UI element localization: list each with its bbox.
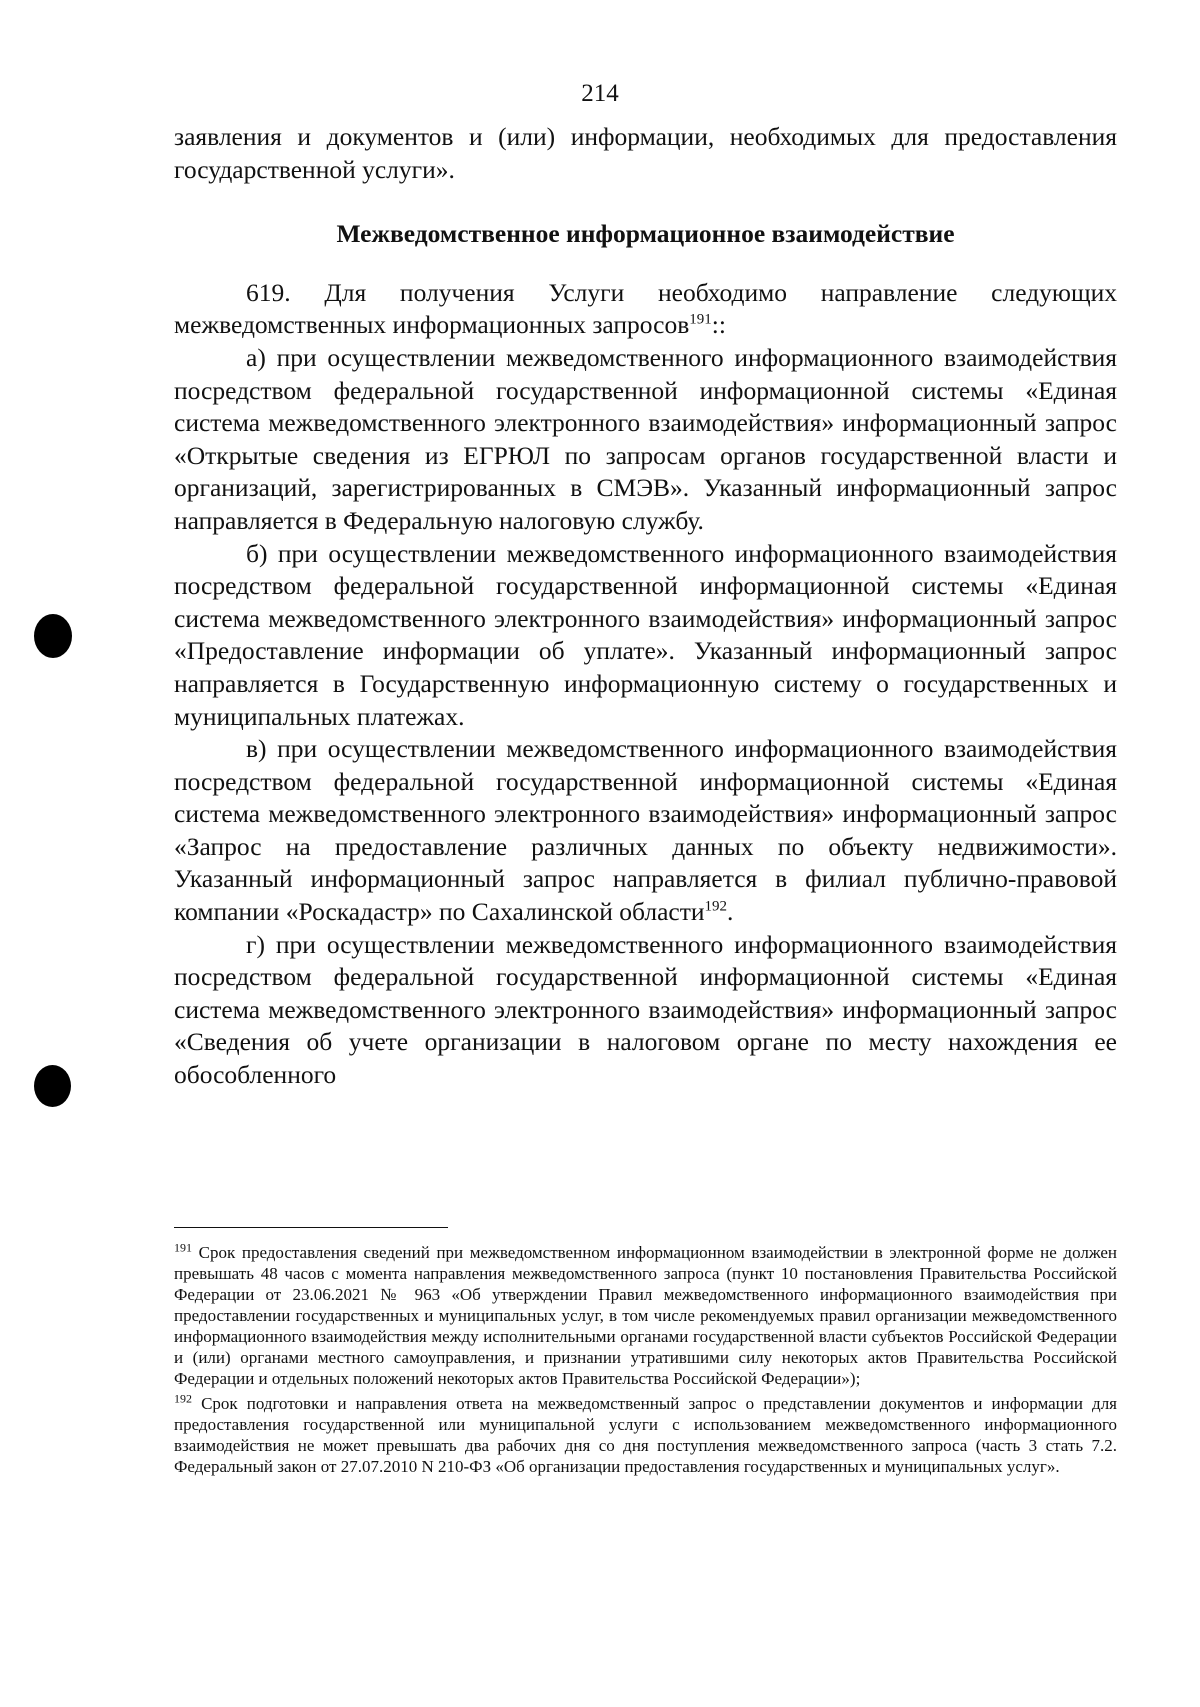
hole-punch-mark: [34, 614, 72, 658]
paragraph-619-tail: ::: [711, 310, 726, 340]
paragraph-619: [174, 277, 1117, 342]
hole-punch-mark: [34, 1065, 71, 1107]
footnote-mark-192: 192: [174, 1391, 192, 1406]
document-body: [174, 121, 1117, 1092]
footnote-mark-191: 191: [174, 1240, 192, 1255]
intro-paragraph: заявления и документов и (или) информации, необходимых для предоставления государственной услуги».: [174, 122, 1117, 184]
footnote-text-192: Срок подготовки и направления ответа на межведомственный запрос о представлении документов и информации для предоставления государственной или муниципальной услуги с использованием межведомственного информационного взаимодействия не может превышать два рабочих дня со дня поступления межведомственного запроса (часть 3 стать 7.2. Федеральный закон от 27.07.2010 N 210-ФЗ «Об организации предоставления государственных и муниципальных услуг».: [174, 1394, 1117, 1476]
footnote-191: [174, 1242, 1117, 1389]
list-item-b: б) при осуществлении межведомственного информационного взаимодействия посредством федеральной государственной информационной системы «Единая система межведомственного электронного взаимодействия» информационный запрос «Предоставление информации об уплате». Указанный информационный запрос направляется в Государственную информационную систему о государственных и муниципальных платежах.: [174, 538, 1117, 731]
list-item-a: а) при осуществлении межведомственного информационного взаимодействия посредством федеральной государственной информационной системы «Единая система межведомственного электронного взаимодействия» информационный запрос «Открытые сведения из ЕГРЮЛ по запросам органов государственной власти и организаций, зарегистрированных в СМЭВ». Указанный информационный запрос направляется в Федеральную налоговую службу.: [174, 342, 1117, 535]
list-item-v: [174, 733, 1117, 929]
list-item-g: г) при осуществлении межведомственного информационного взаимодействия посредством федеральной государственной информационной системы «Единая система межведомственного электронного взаимодействия» информационный запрос «Сведения об учете организации в налоговом органе по месту нахождения ее обособленного: [174, 929, 1117, 1090]
footnote-text-191: Срок предоставления сведений при межведомственном информационном взаимодействии в электронной форме не должен превышать 48 часов с момента направления межведомственного запроса (пункт 10 постановления Правительства Российской Федерации от 23.06.2021 № 963 «Об утверждении Правил межведомственного информационного взаимодействия при предоставлении государственных и муниципальных услуг, в том числе рекомендуемых правил организации межведомственного информационного взаимодействия между исполнительными органами государственной власти субъектов Российской Федерации и (или) органами местного самоуправления, и признании утратившими силу некоторых актов Правительства Российской Федерации и отдельных положений некоторых актов Правительства Российской Федерации»);: [174, 1243, 1117, 1388]
page-number: 214: [581, 80, 619, 107]
footnote-ref-191[interactable]: 191: [689, 311, 712, 328]
list-item-v-tail: .: [727, 897, 734, 927]
footnote-separator: [174, 1227, 448, 1228]
footnote-ref-192[interactable]: 192: [704, 898, 728, 915]
section-heading: Межведомственное информационное взаимодействие: [336, 219, 955, 249]
footnote-192: [174, 1393, 1117, 1477]
footnotes: [174, 1242, 1117, 1481]
paragraph-619-text: 619. Для получения Услуги необходимо направление следующих межведомственных информационных запросов: [174, 277, 1117, 340]
list-item-v-text: в) при осуществлении межведомственного информационного взаимодействия посредством федеральной государственной информационной системы «Единая система межведомственного электронного взаимодействия» информационный запрос «Запрос на предоставление различных данных по объекту недвижимости». Указанный информационный запрос направляется в филиал публично-правовой компании «Роскадастр» по Сахалинской области: [174, 734, 1117, 927]
